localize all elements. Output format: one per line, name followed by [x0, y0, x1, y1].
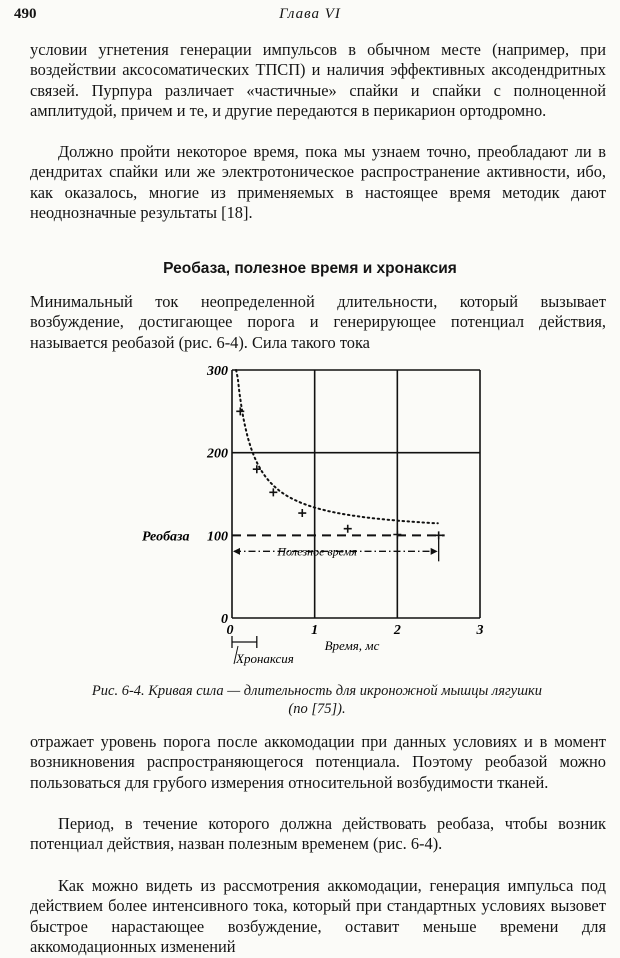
y-tick-label-300: 300 — [207, 364, 228, 379]
figure-caption-line-1: Рис. 6-4. Кривая сила — длительность для икроножной мышцы лягушки — [91, 683, 543, 699]
data-points — [236, 407, 442, 539]
strength-duration-curve — [236, 370, 438, 523]
figure-caption — [22, 682, 612, 718]
paragraph-1: условии угнетения генерации импульсов в обычном месте (например, при воздействии аксосоматических ТПСП) и наличия эффективных аксодендритных связей. Пурпура различает «частичные» спайки и спайки с полноценной амплитудой, причем и те, и другие передаются в перикарион ортодромно. — [30, 40, 606, 121]
running-head: Глава VI — [279, 6, 341, 22]
x-tick-label-0: 0 — [226, 623, 234, 638]
utilization-arrowhead-right — [431, 548, 438, 555]
data-point-3 — [269, 488, 277, 496]
paragraph-2: Должно пройти некоторое время, пока мы узнаем точно, преобладают ли в дендритах спайки или же электротоническое распространение активности, ибо, как оказалось, многие из применяемых в настоящее время методик дают неоднозначные результаты [18]. — [30, 142, 606, 223]
page-number: 490 — [14, 6, 37, 22]
chronaxie-label: Хронаксия — [236, 651, 294, 666]
tick-labels — [206, 364, 484, 638]
x-tick-label-1: 1 — [311, 623, 319, 638]
rheobase-label: Реобаза — [142, 529, 190, 545]
data-point-7 — [435, 531, 443, 539]
x-tick-label-3: 3 — [476, 623, 484, 638]
data-point-6 — [393, 531, 401, 539]
paragraph-5: Период, в течение которого должна действовать реобаза, чтобы возник потенциал действия, назван полезным временем (рис. 6-4). — [30, 814, 606, 854]
y-tick-label-200: 200 — [207, 446, 228, 462]
utilization-arrowhead-left — [233, 548, 240, 555]
utilization-time-label: Полезное время — [277, 544, 357, 559]
paragraph-3: Минимальный ток неопределенной длительности, который вызывает возбуждение, достигающее порога и генерирующее потенциал действия, называется реобазой (рис. 6-4). Сила такого тока — [30, 292, 606, 352]
figure-caption-line-2: (по [75]). — [288, 701, 346, 717]
chart-grid — [232, 370, 480, 618]
y-tick-label-100: 100 — [207, 529, 228, 545]
data-point-5 — [344, 525, 352, 533]
section-heading: Реобаза, полезное время и хронаксия — [163, 260, 457, 277]
x-tick-label-2: 2 — [393, 623, 401, 638]
y-tick-label-0: 0 — [221, 612, 228, 627]
paragraph-4: отражает уровень порога после аккомодации при данных условиях и в момент возникновения распространяющегося потенциала. Поэтому реобазой можно пользоваться для грубого измерения относительной возбудимости тканей. — [30, 732, 606, 792]
paragraph-6: Как можно видеть из рассмотрения аккомодации, генерация импульса под действием более интенсивного тока, который при стандартных условиях вызовет быстрое нарастающее возбуждение, оставит меньше времени для аккомодационных изменений — [30, 876, 606, 957]
data-point-4 — [298, 509, 306, 517]
x-axis-label: Время, мс — [324, 638, 380, 653]
